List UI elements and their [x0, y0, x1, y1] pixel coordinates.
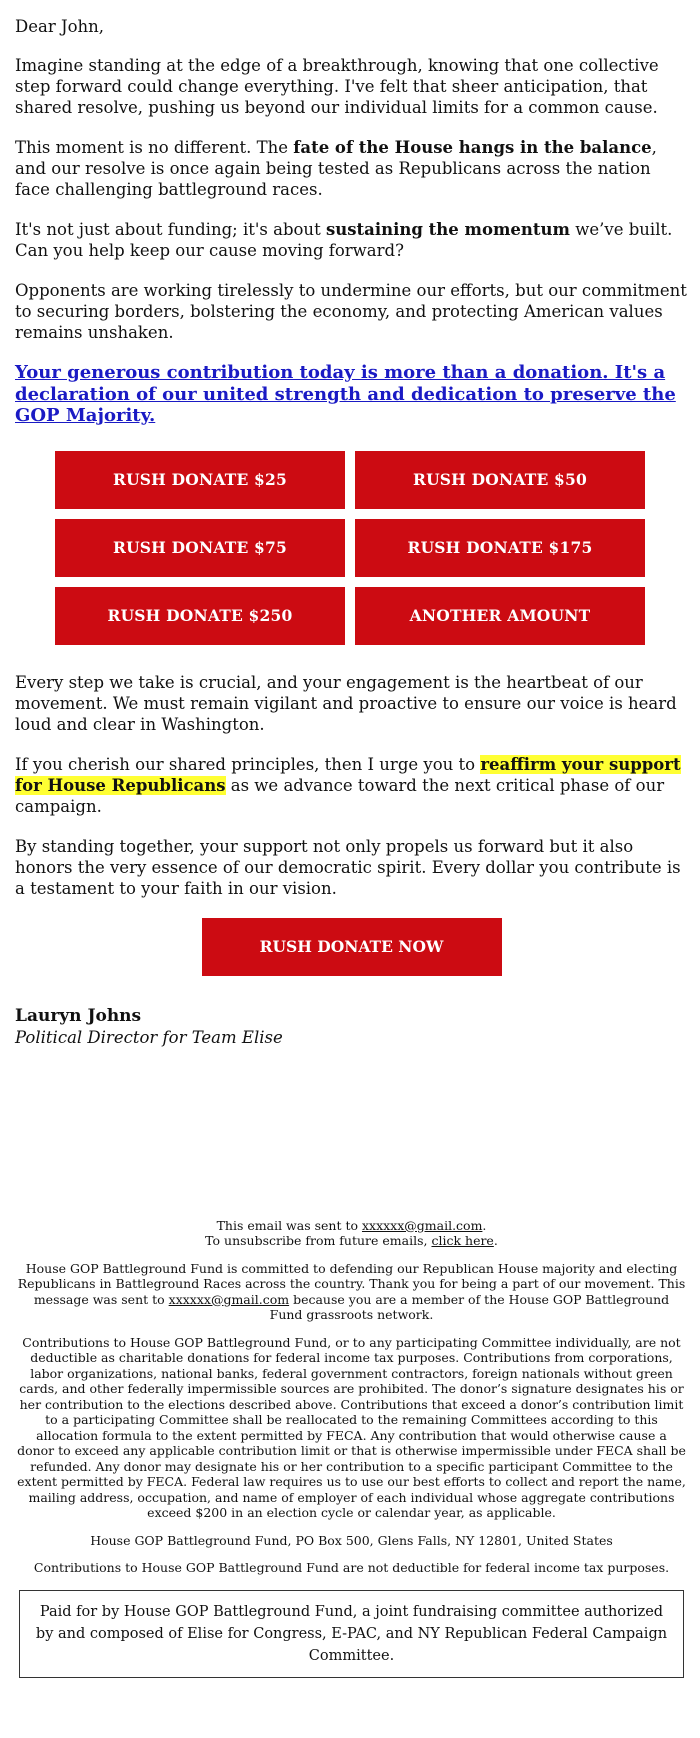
paragraph-2-bold: fate of the House hangs in the balance	[293, 138, 652, 157]
greeting: Dear John,	[15, 17, 105, 36]
paragraph-3-text-a: It's not just about funding; it's about	[15, 220, 326, 239]
donate-175-button[interactable]: RUSH DONATE $175	[355, 519, 645, 577]
footer-unsub-suffix: .	[493, 1233, 498, 1248]
paragraph-4: Opponents are working tirelessly to undermine our efforts, but our commitment to securing borders, bolstering the economy, and protecting American values remains unshaken.	[15, 281, 687, 342]
footer	[15, 1218, 688, 1678]
donate-75-button[interactable]: RUSH DONATE $75	[55, 519, 345, 577]
paragraph-6-text-a: If you cherish our shared principles, then I urge you to	[15, 754, 481, 774]
another-amount-button[interactable]: ANOTHER AMOUNT	[355, 587, 645, 645]
footer-about-email-link[interactable]: xxxxxx@gmail.com	[168, 1291, 290, 1307]
paragraph-2-text-a: This moment is no different. The	[15, 138, 294, 157]
paid-for-box: Paid for by House GOP Battleground Fund, a joint fundraising committee authorized by and composed of Elise for Congress, E-PAC, and NY Republican Federal Campaign Committee.	[19, 1590, 684, 1678]
footer-unsubscribe-line	[17, 1233, 686, 1249]
paragraph-3-text-b: we’ve built. Can you help keep our cause moving forward?	[15, 220, 673, 260]
paragraph-7: By standing together, your support not only propels us forward but it also honors the very essence of our democratic spirit. Every dollar you contribute is a testament to your faith in our vision.	[15, 836, 681, 898]
footer-email-link[interactable]: xxxxxx@gmail.com	[361, 1217, 483, 1233]
footer-about-text-b: because you are a member of the House GOP Battleground Fund grassroots network.	[269, 1291, 670, 1322]
paragraph-1: Imagine standing at the edge of a breakthrough, knowing that one collective step forward could change everything. I've felt that sheer anticipation, that shared resolve, pushing us beyond our individual limits for a common cause.	[15, 56, 659, 117]
paragraph-3-bold: sustaining the momentum	[325, 220, 571, 239]
footer-address: House GOP Battleground Fund, PO Box 500, Glens Falls, NY 12801, United States	[90, 1532, 613, 1548]
footer-about-text-a: House GOP Battleground Fund is committed to defending our Republican House majority and electing Republicans in Battleground Races across the country. Thank you for being a part of our movement. This message was sent to	[17, 1260, 686, 1307]
paragraph-2-text-b: , and our resolve is once again being tested as Republicans across the nation face challenging battleground races.	[15, 138, 657, 199]
footer-not-deductible: Contributions to House GOP Battleground Fund are not deductible for federal income tax purposes.	[33, 1560, 670, 1575]
signature-name: Lauryn Johns	[15, 1005, 142, 1026]
footer-sent-line	[17, 1218, 686, 1234]
donate-50-button[interactable]: RUSH DONATE $50	[355, 451, 645, 509]
donate-now-row	[15, 918, 688, 976]
paragraph-5: Every step we take is crucial, and your engagement is the heartbeat of our movement. We must remain vigilant and proactive to ensure our voice is heard loud and clear in Washington.	[15, 672, 677, 734]
footer-legal: Contributions to House GOP Battleground Fund, or to any participating Committee individually, are not deductible as charitable donations for federal income tax purposes. Contributions from corporations, labor organizations, national banks, federal government contractors, foreign nationals without green cards, and other federally impermissible sources are prohibited. The donor’s signature designates his or her contribution to the elections described above. Contributions that exceed a donor’s contribution limit to a participating Committee shall be reallocated to the remaining Committees according to this allocation formula to the extent permitted by FECA. Any contribution that would otherwise cause a donor to exceed any applicable contribution limit or that is otherwise impermissible under FECA shall be refunded. Any donor may designate his or her contribution to a specific participant Committee to the extent permitted by FECA. Federal law requires us to use our best efforts to collect and report the name, mailing address, occupation, and name of employer of each individual whose aggregate contributions exceed $200 in an election cycle or calendar year, as applicable.	[17, 1334, 686, 1520]
donate-25-button[interactable]: RUSH DONATE $25	[55, 451, 345, 509]
donate-250-button[interactable]: RUSH DONATE $250	[55, 587, 345, 645]
donate-button-grid	[55, 451, 688, 645]
highlighted-support-text: reaffirm your support for House Republicans	[15, 754, 681, 795]
paragraph-2	[15, 137, 688, 200]
paragraph-3	[15, 219, 688, 261]
donate-now-button[interactable]: RUSH DONATE NOW	[202, 918, 502, 976]
contribution-headline-link[interactable]: Your generous contribution today is more than a donation. It's a declaration of our united strength and dedication to preserve the GOP Majority.	[15, 362, 676, 426]
paragraph-6-text-b: as we advance toward the next critical phase of our campaign.	[15, 775, 665, 816]
unsubscribe-link[interactable]: click here	[431, 1233, 494, 1248]
footer-unsub-prefix: To unsubscribe from future emails,	[205, 1233, 432, 1248]
paragraph-6	[15, 754, 688, 817]
footer-sent-suffix: .	[482, 1217, 487, 1233]
signature-title: Political Director for Team Elise	[15, 1027, 283, 1047]
footer-about	[17, 1261, 686, 1323]
footer-sent-prefix: This email was sent to	[216, 1217, 362, 1233]
footer-sent-info	[17, 1218, 686, 1249]
